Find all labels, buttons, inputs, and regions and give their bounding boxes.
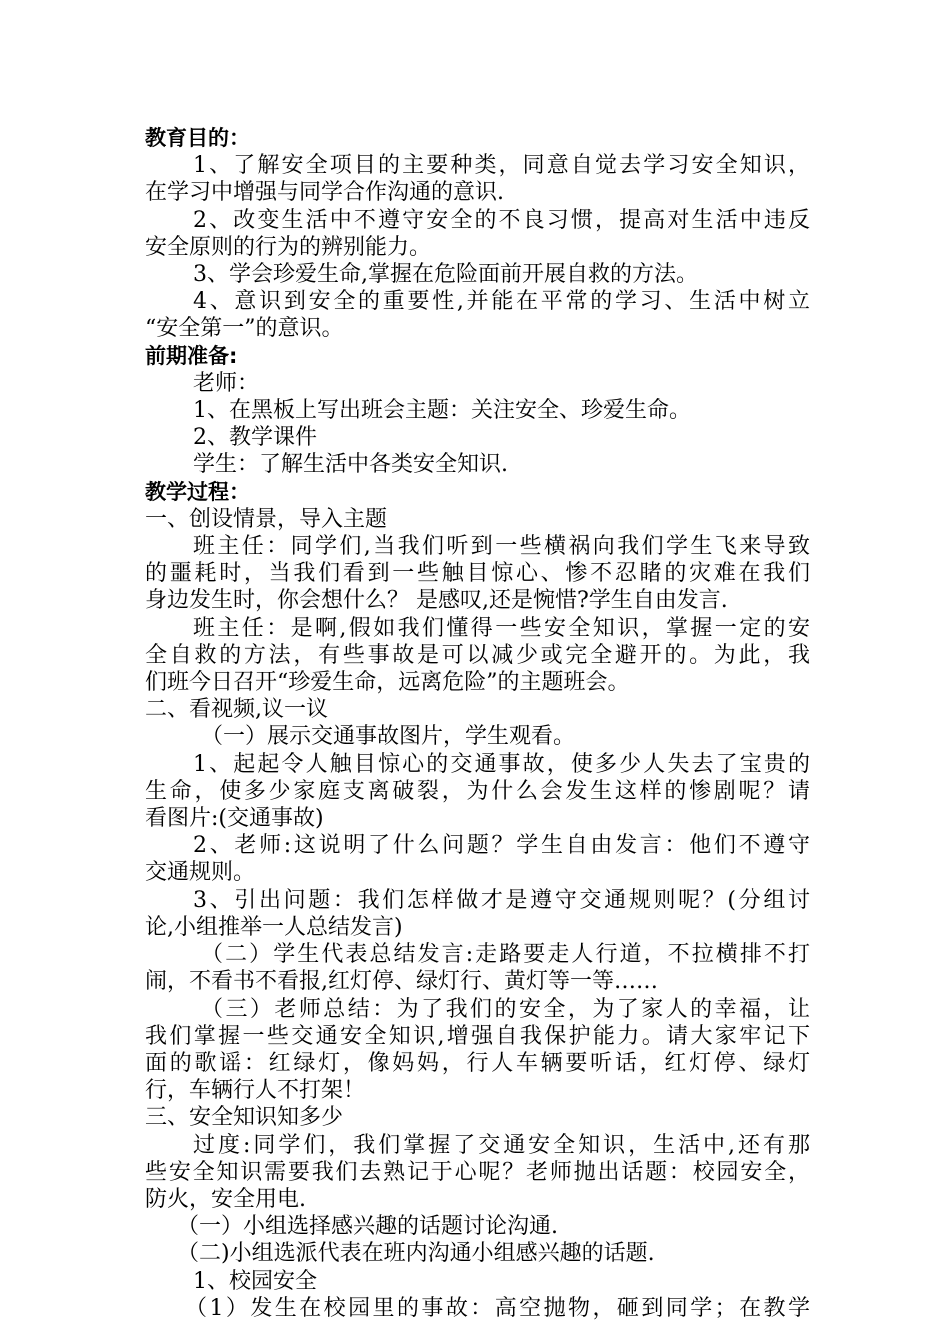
text-line: 在学习中增强与同学合作沟通的意识. (145, 180, 504, 206)
section-heading: 教学过程： (145, 479, 250, 504)
section-heading: 教育目的： (145, 126, 250, 150)
text-line: 我们掌握一些交通安全知识,增强自我保护能力。请大家牢记下 (145, 1023, 810, 1049)
text-line: 1、在黑板上写出班会主题：关注安全、珍爱生命。 (193, 398, 691, 424)
text-line: （三）老师总结：为了我们的安全，为了家人的幸福，让 (201, 996, 810, 1022)
text-line: （二)小组选派代表在班内沟通小组感兴趣的话题. (177, 1241, 655, 1267)
text-line: 的噩耗时，当我们看到一些触目惊心、惨不忍睹的灾难在我们 (145, 561, 810, 587)
text-line: 面的歌谣：红绿灯，像妈妈，行人车辆要听话，红灯停、绿灯 (145, 1050, 810, 1076)
text-line: 三、安全知识知多少 (145, 1105, 344, 1131)
text-line: 全自救的方法，有些事故是可以减少或完全避开的。为此，我 (145, 642, 810, 668)
text-line: 过度:同学们，我们掌握了交通安全知识，生活中,还有那 (193, 1132, 810, 1158)
text-line: 们班今日召开“珍爱生命，远离危险”的主题班会。 (145, 670, 630, 696)
text-line: 1、校园安全 (193, 1268, 317, 1294)
text-line: 2、改变生活中不遵守安全的不良习惯，提高对生活中违反 (193, 207, 810, 233)
text-line: 2、老师:这说明了什么问题？学生自由发言：他们不遵守 (193, 833, 810, 859)
text-line: 行，车辆行人不打架！ (145, 1078, 366, 1104)
text-line: 4、意识到安全的重要性,并能在平常的学习、生活中树立 (193, 289, 810, 315)
text-line: 3、学会珍爱生命,掌握在危险面前开展自救的方法。 (193, 262, 698, 288)
section-heading: 前期准备: (145, 343, 238, 368)
text-line: 生命，使多少家庭支离破裂，为什么会发生这样的惨剧呢？请 (145, 778, 810, 804)
text-line: 3、引出问题：我们怎样做才是遵守交通规则呢？(分组讨 (193, 887, 810, 913)
document-body (145, 125, 810, 1322)
text-line: “安全第一”的意识。 (145, 316, 344, 342)
text-line: 二、看视频,议一议 (145, 697, 328, 723)
text-line: 老师： (193, 370, 260, 396)
text-line: 1、了解安全项目的主要种类，同意自觉去学习安全知识， (193, 153, 810, 179)
text-line: 班主任：同学们,当我们听到一些横祸向我们学生飞来导致 (193, 534, 810, 560)
text-line: 看图片:(交通事故) (145, 806, 324, 832)
text-line: 些安全知识需要我们去熟记于心呢？老师抛出话题：校园安全， (145, 1159, 810, 1185)
text-line: （一）小组选择感兴趣的话题讨论沟通. (177, 1214, 558, 1240)
text-line: 学生：了解生活中各类安全知识. (193, 452, 508, 478)
text-line: （二）学生代表总结发言:走路要走人行道，不拉横排不打 (201, 942, 810, 968)
text-line: 身边发生时，你会想什么？ 是感叹,还是惋惜?学生自由发言. (145, 588, 728, 614)
text-line: 2、教学课件 (193, 425, 317, 451)
text-line: 论,小组推举一人总结发言) (145, 914, 403, 940)
text-line: 交通规则。 (145, 860, 256, 886)
text-line: 班主任：是啊,假如我们懂得一些安全知识，掌握一定的安 (193, 615, 810, 641)
text-line: 安全原则的行为的辨别能力。 (145, 234, 432, 260)
text-line: 防火，安全用电. (145, 1186, 306, 1212)
text-line: 1、起起令人触目惊心的交通事故，使多少人失去了宝贵的 (193, 751, 810, 777)
text-line: （一）展示交通事故图片，学生观看。 (201, 724, 576, 750)
text-line: 一、创设情景，导入主题 (145, 506, 388, 532)
text-line: （1）发生在校园里的事故：高空抛物，砸到同学；在教学 (185, 1295, 810, 1321)
text-line: 闹，不看书不看报,红灯停、绿灯行、黄灯等一等…… (145, 969, 658, 995)
